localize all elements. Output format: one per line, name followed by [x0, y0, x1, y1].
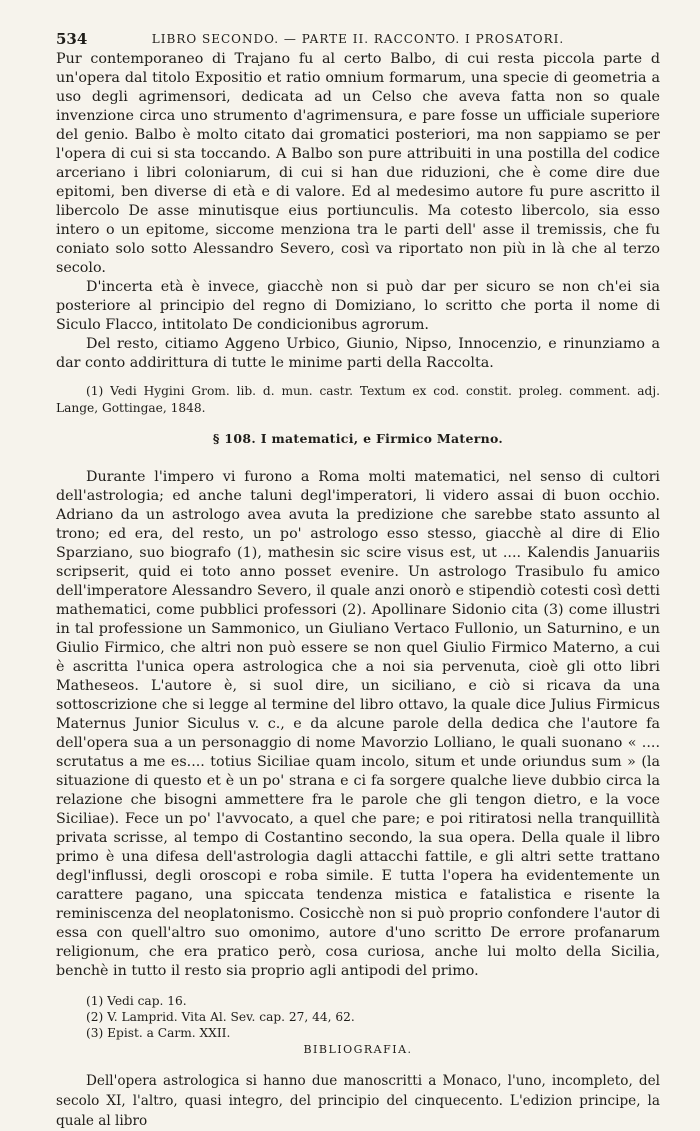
paragraph-siculo-flacco: D'incerta età è invece, giacchè non si può dar per sicuro se non ch'ei sia posteriore al principio del regno di Domiziano, lo scritto che porta il nome di Siculo Flacco, intitolato De condicionibus agrorum. — [56, 279, 660, 333]
section-title: § 108. I matematici, e Firmico Materno. — [212, 431, 504, 446]
paragraph-del-resto: Del resto, citiamo Aggeno Urbico, Giunio, Nipso, Innocenzio, e rinunziamo a dar conto addirittura di tutte le minime parti della Raccolta. — [56, 336, 660, 371]
paragraph-matematici: Durante l'impero vi furono a Roma molti matematici, nel senso di cultori dell'astrologia; ed anche taluni degl'imperatori, li videro assai di buon occhio. Adriano da un astrologo avea avuta la predizione che sarebbe stato assunto al trono; ed era, del resto, un po' astrologo esso stesso, giacchè al dire di Elio Sparziano, suo biografo (1), mathesin sic scire visus est, ut .... Kalendis Januariis scripserit, quid ei toto anno posset evenire. Un astrologo Trasibulo fu amico dell'imperatore Alessandro Severo, il quale anzi onorò e stipendiò cotesti così detti mathematici, come pubblici professori (2). Apollinare Sidonio cita (3) come illustri in tal professione un Sammonico, un Giuliano Vertaco Fullonio, un Saturnino, e un Giulio Firmico, che altri non può essere se non quel Giulio Firmico Materno, a cui è ascritta l'unica opera astrologica che a noi sia pervenuta, cioè gli otto libri Matheseos. L'autore è, si suol dire, un siciliano, e ciò si ricava da una sottoscrizione che si legge al termine del libro ottavo, la quale dice Julius Firmicus Maternus Junior Siculus v. c., e da alcune parole della dedica che l'autore fa dell'opera sua a un personaggio di nome Mavorzio Lolliano, le quali suonano « .... scrutatus a me es.... totius Siciliae quam incolo, situm et unde oriundus sum » (la situazione di questo et è un po' strana e ci fa sorgere qualche lieve dubbio circa la relazione che bisogni ammettere fra le parole che gli tengon dietro, e la voce Siciliae). Fece un po' l'avvocato, a quel che pare; e poi ritiratosi nella tranquillità privata scrisse, al tempo di Costantino secondo, la sua opera. Della quale il libro primo è una difesa dell'astrologia dagli attacchi fattile, e gli altri sette trattano degl'influssi, degli oroscopi e roba simile. E tutta l'opera ha evidentemente un carattere pagano, una spiccata tendenza mistica e fatalistica e risente la reminiscenza del neoplatonismo. Cosicchè non si può proprio confondere l'autor di essa con quell'altro suo omonimo, autore d'uno scritto De errore profanarum religionum, che era pratico però, cosa curiosa, anche lui molto della Sicilia, benchè in tutto il resto sia proprio agli antipodi del primo. — [56, 469, 660, 979]
running-title: LIBRO SECONDO. — PARTE II. RACCONTO. I PROSATORI. — [151, 32, 565, 46]
footnote: (2) V. Lamprid. Vita Al. Sev. cap. 27, 44, 62. — [86, 1010, 355, 1024]
page-content — [56, 50, 660, 1131]
footnotes-top — [56, 383, 660, 417]
bibliography-title: BIBLIOGRAFIA. — [303, 1043, 413, 1056]
footnote: (3) Epist. a Carm. XXII. — [86, 1026, 231, 1040]
bibliography-text: Dell'opera astrologica si hanno due manoscritti a Monaco, l'uno, incompleto, del secolo XI, l'altro, quasi integro, del principio del cinquecento. L'edizion principe, la quale al libro — [56, 1073, 660, 1129]
paragraph-balbo: Pur contemporaneo di Trajano fu al certo Balbo, di cui resta piccola parte d un'opera dal titolo Expositio et ratio omnium formarum, una specie di geometria a uso degli agrimensori, dedicata ad un Celso che aveva fatta non so quale invenzione circa uno strumento d'agrimensura, e pare fosse un ufficiale superiore del genio. Balbo è molto citato dai gromatici posteriori, ma non sappiamo se per l'opera di cui si sta toccando. A Balbo son pure attribuiti in una postilla del codice arceriano i libri coloniarum, di cui si han due riduzioni, che è come dire due epitomi, ben diverse di età e di valore. Ed al medesimo autore fu pure ascritto il libercolo De asse minutisque eius portiunculis. Ma cotesto libercolo, sia esso intero o un epitome, siccome menziona tra le parti dell' asse il tremissis, che fu coniato solo sotto Alessandro Severo, così va riportato non più in là che al terzo secolo. — [56, 51, 660, 276]
footnote: (1) Vedi cap. 16. — [86, 994, 187, 1008]
footnotes-bottom — [56, 993, 660, 1041]
page-number: 534 — [56, 30, 88, 48]
footnote: (1) Vedi Hygini Grom. lib. d. mun. castr. Textum ex cod. constit. proleg. comment. adj. Lange, Gottingae, 1848. — [56, 384, 660, 415]
page-header — [56, 30, 660, 50]
